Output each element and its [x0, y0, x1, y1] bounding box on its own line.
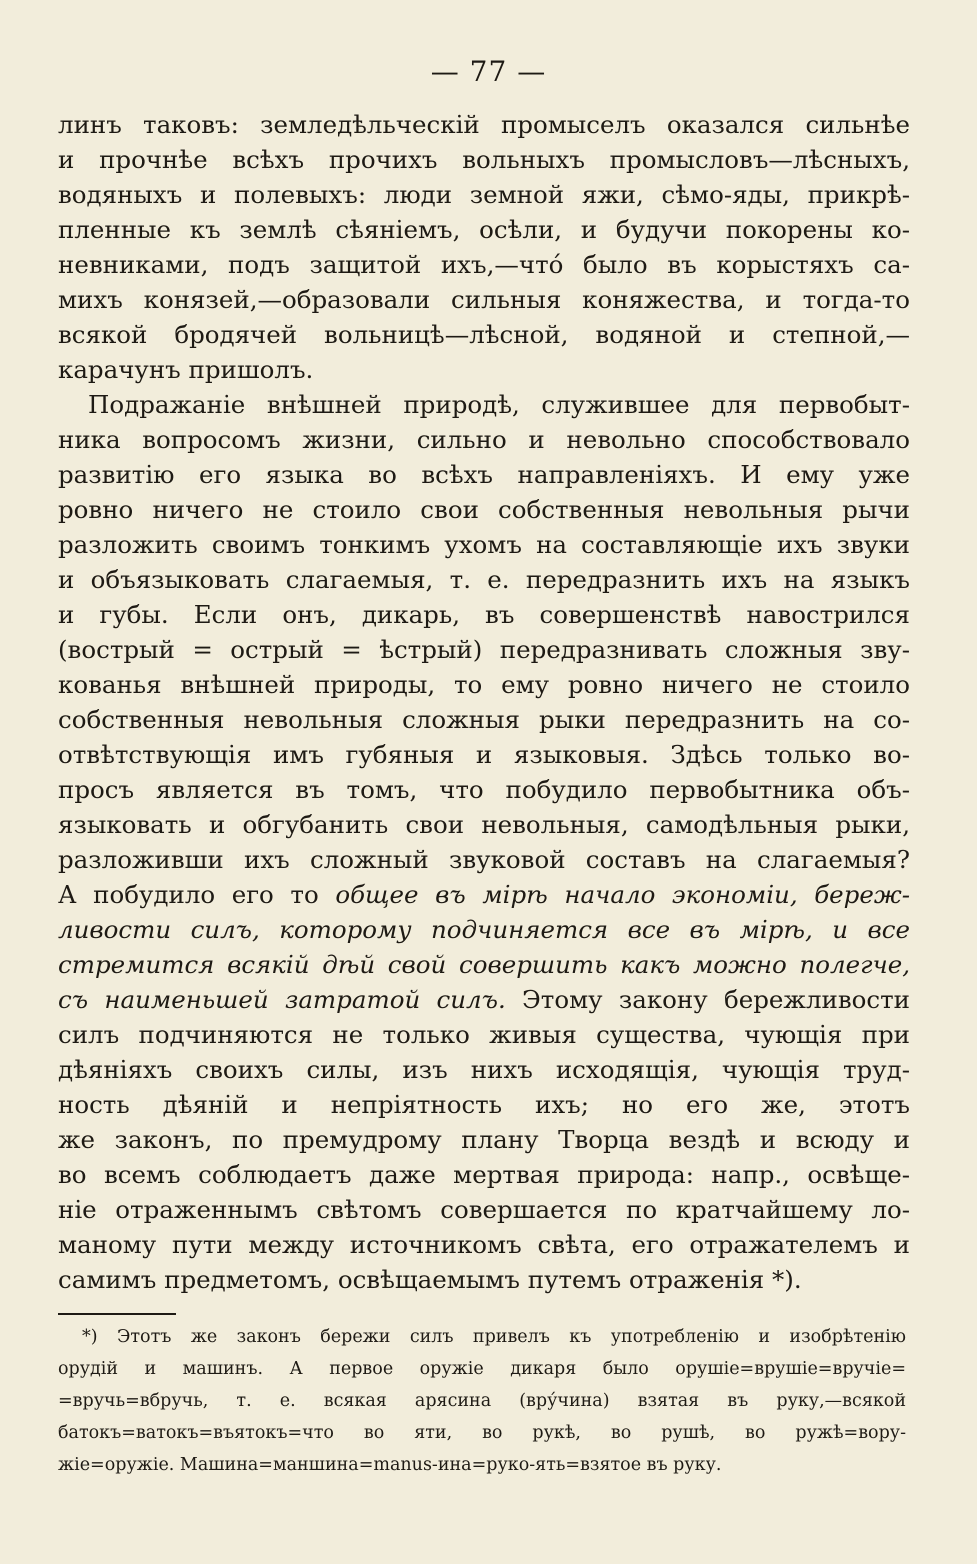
text-line: ника вопросомъ жизни, сильно и невольно способствовало — [58, 425, 910, 454]
text-line: ность дѣянiй и непрiятность ихъ; но его же, этотъ — [58, 1090, 910, 1119]
text-line — [58, 982, 910, 1017]
text-line: кованья внѣшней природы, то ему ровно ничего не стоило — [58, 670, 910, 699]
text-line: и губы. Если онъ, дикарь, въ совершенствѣ навострился — [58, 600, 910, 629]
text-line: нiе отраженнымъ свѣтомъ совершается по кратчайшему ло- — [58, 1195, 910, 1224]
text-line: михъ конязей,—образовали сильныя коняжества, и тогда-то — [58, 285, 910, 314]
text-line: разложивши ихъ сложный звуковой составъ на слагаемыя? — [58, 845, 910, 874]
text-line: карачунъ пришолъ. — [58, 355, 314, 384]
footnote-rule — [58, 1313, 176, 1315]
text-span: А побудило его то — [58, 880, 336, 909]
text-line: невниками, подъ защитой ихъ,—что́ было въ корыстяхъ са- — [58, 250, 910, 279]
italic-span: съ наименьшей затратой силъ. — [58, 985, 506, 1014]
text-line: просъ является въ томъ, что побудило первобытника объ- — [58, 775, 910, 804]
text-line — [58, 877, 910, 912]
text-line: самимъ предметомъ, освѣщаемымъ путемъ отраженiя *). — [58, 1265, 802, 1294]
text-line: Подражанiе внѣшней природѣ, служившее для первобыт- — [88, 390, 910, 419]
text-line: пленные къ землѣ сѣянiемъ, осѣли, и будучи покорены ко- — [58, 215, 910, 244]
text-line: отвѣтствующiя имъ губяныя и языковыя. Здѣсь только во- — [58, 740, 910, 769]
text-span: Этому закону бережливости — [505, 985, 910, 1014]
text-line: языковать и обгубанить свои невольныя, самодѣльныя рыки, — [58, 810, 910, 839]
text-line: линъ таковъ: земледѣльческiй промыселъ оказался сильнѣе — [58, 110, 910, 139]
text-line: всякой бродячей вольницѣ—лѣсной, водяной и степной,— — [58, 320, 910, 349]
text-line: же законъ, по премудрому плану Творца вездѣ и всюду и — [58, 1125, 910, 1154]
text-line: развитiю его языка во всѣхъ направленiяхъ. И ему уже — [58, 460, 910, 489]
text-line: собственныя невольныя сложныя рыки передразнить на со- — [58, 705, 910, 734]
text-line: во всемъ соблюдаетъ даже мертвая природа: напр., освѣще- — [58, 1160, 910, 1189]
text-line: силъ подчиняются не только живыя существа, чующiя при — [58, 1020, 910, 1049]
footnote-line: *) Этотъ же законъ бережи силъ привелъ къ употребленiю и изобрѣтенiю — [82, 1327, 906, 1347]
text-line: (вострый = острый = ѣстрый) передразнивать сложныя зву- — [58, 635, 910, 664]
footnote-line: жiе=оружiе. Машина=маншина=manus-ина=руко-ять=взятое въ руку. — [58, 1455, 722, 1475]
italic-span: общее въ мiрѣ начало экономiи, береж- — [335, 880, 910, 909]
italic-text-line: ливости силъ, которому подчиняется все въ мiрѣ, и все — [58, 915, 910, 944]
text-line: и объязыковать слагаемыя, т. е. передразнить ихъ на языкъ — [58, 565, 910, 594]
text-line: разложить своимъ тонкимъ ухомъ на составляющiе ихъ звуки — [58, 530, 910, 559]
footnote — [58, 1321, 906, 1481]
text-line: и прочнѣе всѣхъ прочихъ вольныхъ промысловъ—лѣсныхъ, — [58, 145, 910, 174]
text-line: маному пути между источникомъ свѣта, его отражателемъ и — [58, 1230, 910, 1259]
italic-text-line: стремится всякiй дѣй свой совершить какъ можно полегче, — [58, 950, 910, 979]
main-text — [58, 107, 910, 1297]
footnote-line: =вручь=вбручь, т. е. всякая арясина (вру́чина) взятая въ руку,—всякой — [58, 1391, 906, 1411]
text-line: водяныхъ и полевыхъ: люди земной яжи, сѣмо-яды, прикрѣ- — [58, 180, 910, 209]
text-line: дѣянiяхъ своихъ силы, изъ нихъ исходящiя, чующiя труд- — [58, 1055, 910, 1084]
footnote-line: батокъ=ватокъ=въятокъ=что во яти, во рукѣ, во рушѣ, во ружѣ=вору- — [58, 1423, 906, 1443]
footnote-line: орудiй и машинъ. А первое оружiе дикаря было орушiе=врушiе=вручiе= — [58, 1359, 906, 1379]
text-line: ровно ничего не стоило свои собственныя невольныя рычи — [58, 495, 910, 524]
page-number: — 77 — — [430, 55, 547, 88]
